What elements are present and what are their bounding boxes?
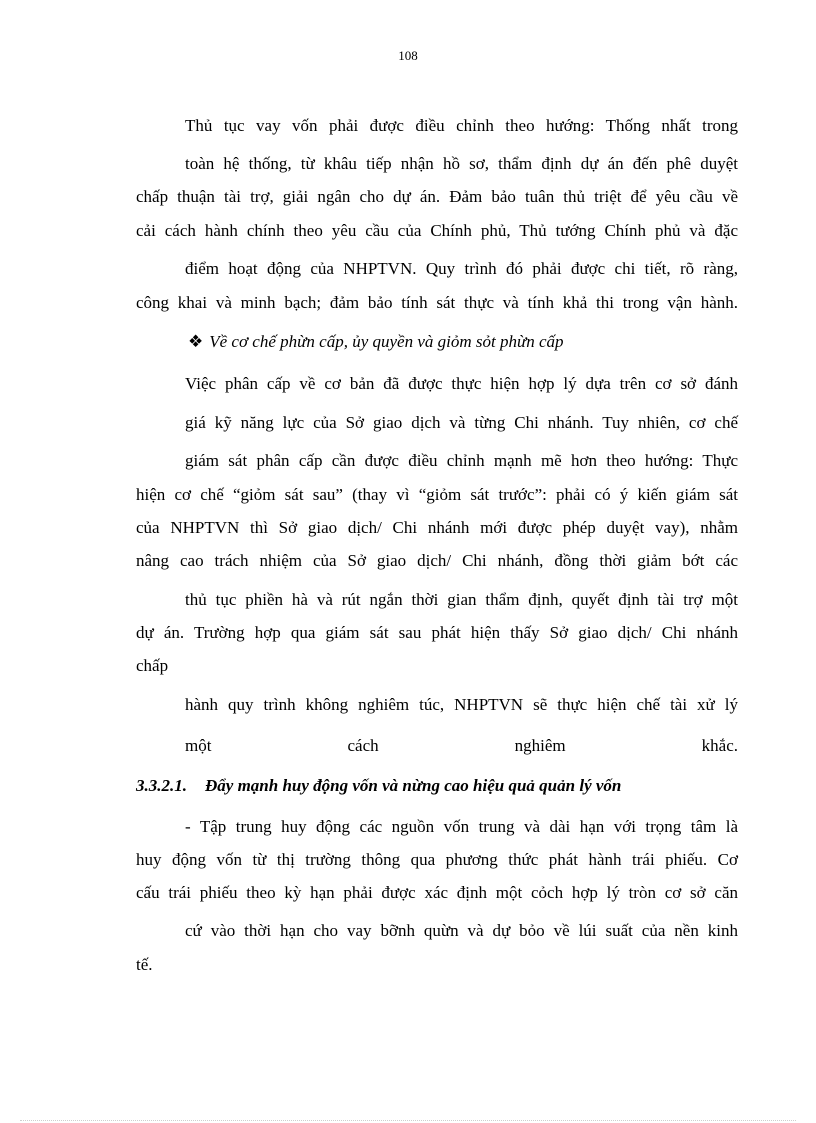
text-line: Việc phân cấp về cơ bản đã được thực hiện hợp lý dựa trên cơ sở đánh (185, 374, 738, 393)
text-line: huy động vốn từ thị trường thông qua phương thức phát hành trái phiếu. Cơ (136, 850, 738, 869)
text-line: - Tập trung huy động các nguồn vốn trung và dài hạn với trọng tâm là (185, 817, 738, 836)
text-line: nâng cao trách nhiệm của Sở giao dịch/ Chi nhánh, đồng thời giảm bớt các (136, 551, 738, 570)
text-line: điểm hoạt động của NHPTVN. Quy trình đó phải được chi tiết, rõ ràng, (185, 259, 738, 278)
text-line: tế. (136, 955, 153, 974)
text-line: cứ vào thời hạn cho vay bỡnh quừn và dự bỏo về lúi suất của nền kinh (185, 921, 738, 940)
text-line: hành quy trình không nghiêm túc, NHPTVN sẽ thực hiện chế tài xử lý (185, 695, 738, 714)
diamond-bullet-icon: ❖ (188, 332, 204, 351)
text-line: một cách nghiêm khắc. (185, 736, 738, 755)
section-heading (136, 775, 621, 797)
text-line: thủ tục phiền hà và rút ngắn thời gian thẩm định, quyết định tài trợ một (185, 590, 738, 609)
text-line: giá kỹ năng lực của Sở giao dịch và từng Chi nhánh. Tuy nhiên, cơ chế (185, 413, 738, 432)
page-number: 108 (398, 48, 418, 63)
text-line: cải cách hành chính theo yêu cầu của Chính phủ, Thủ tướng Chính phủ và đặc (136, 221, 738, 240)
text-line: chấp thuận tài trợ, giải ngân cho dự án. Đảm bảo tuân thủ triệt để yêu cầu về (136, 187, 738, 206)
text-line: công khai và minh bạch; đảm bảo tính sát thực và tính khả thi trong vận hành. (136, 293, 738, 312)
text-line: dự án. Trường hợp qua giám sát sau phát hiện thấy Sở giao dịch/ Chi nhánh (136, 623, 738, 642)
text-line: chấp (136, 656, 169, 675)
text-line: giám sát phân cấp cần được điều chỉnh mạnh mẽ hơn theo hướng: Thực (185, 451, 738, 470)
text-line: toàn hệ thống, từ khâu tiếp nhận hồ sơ, thẩm định dự án đến phê duyệt (185, 154, 738, 173)
section-number: 3.3.2.1. (136, 776, 187, 795)
text-line: Thủ tục vay vốn phải được điều chỉnh theo hướng: Thống nhất trong (185, 116, 738, 135)
text-line: của NHPTVN thì Sở giao dịch/ Chi nhánh mới được phép duyệt vay), nhằm (136, 518, 738, 537)
text-line: hiện cơ chế “giỏm sát sau” (thay vì “giỏm sát trước”: phải có ý kiến giám sát (136, 485, 738, 504)
subheading-text: Về cơ chế phừn cấp, ủy quyền và giỏm sỏt phừn cấp (209, 332, 564, 351)
page-bottom-divider (20, 1120, 796, 1121)
subheading (188, 331, 564, 353)
section-title: Đẩy mạnh huy động vốn và nừng cao hiệu quả quản lý vốn (205, 776, 622, 795)
text-line: cấu trái phiếu theo kỳ hạn phải được xác định một cỏch hợp lý tròn cơ sở căn (136, 883, 738, 902)
